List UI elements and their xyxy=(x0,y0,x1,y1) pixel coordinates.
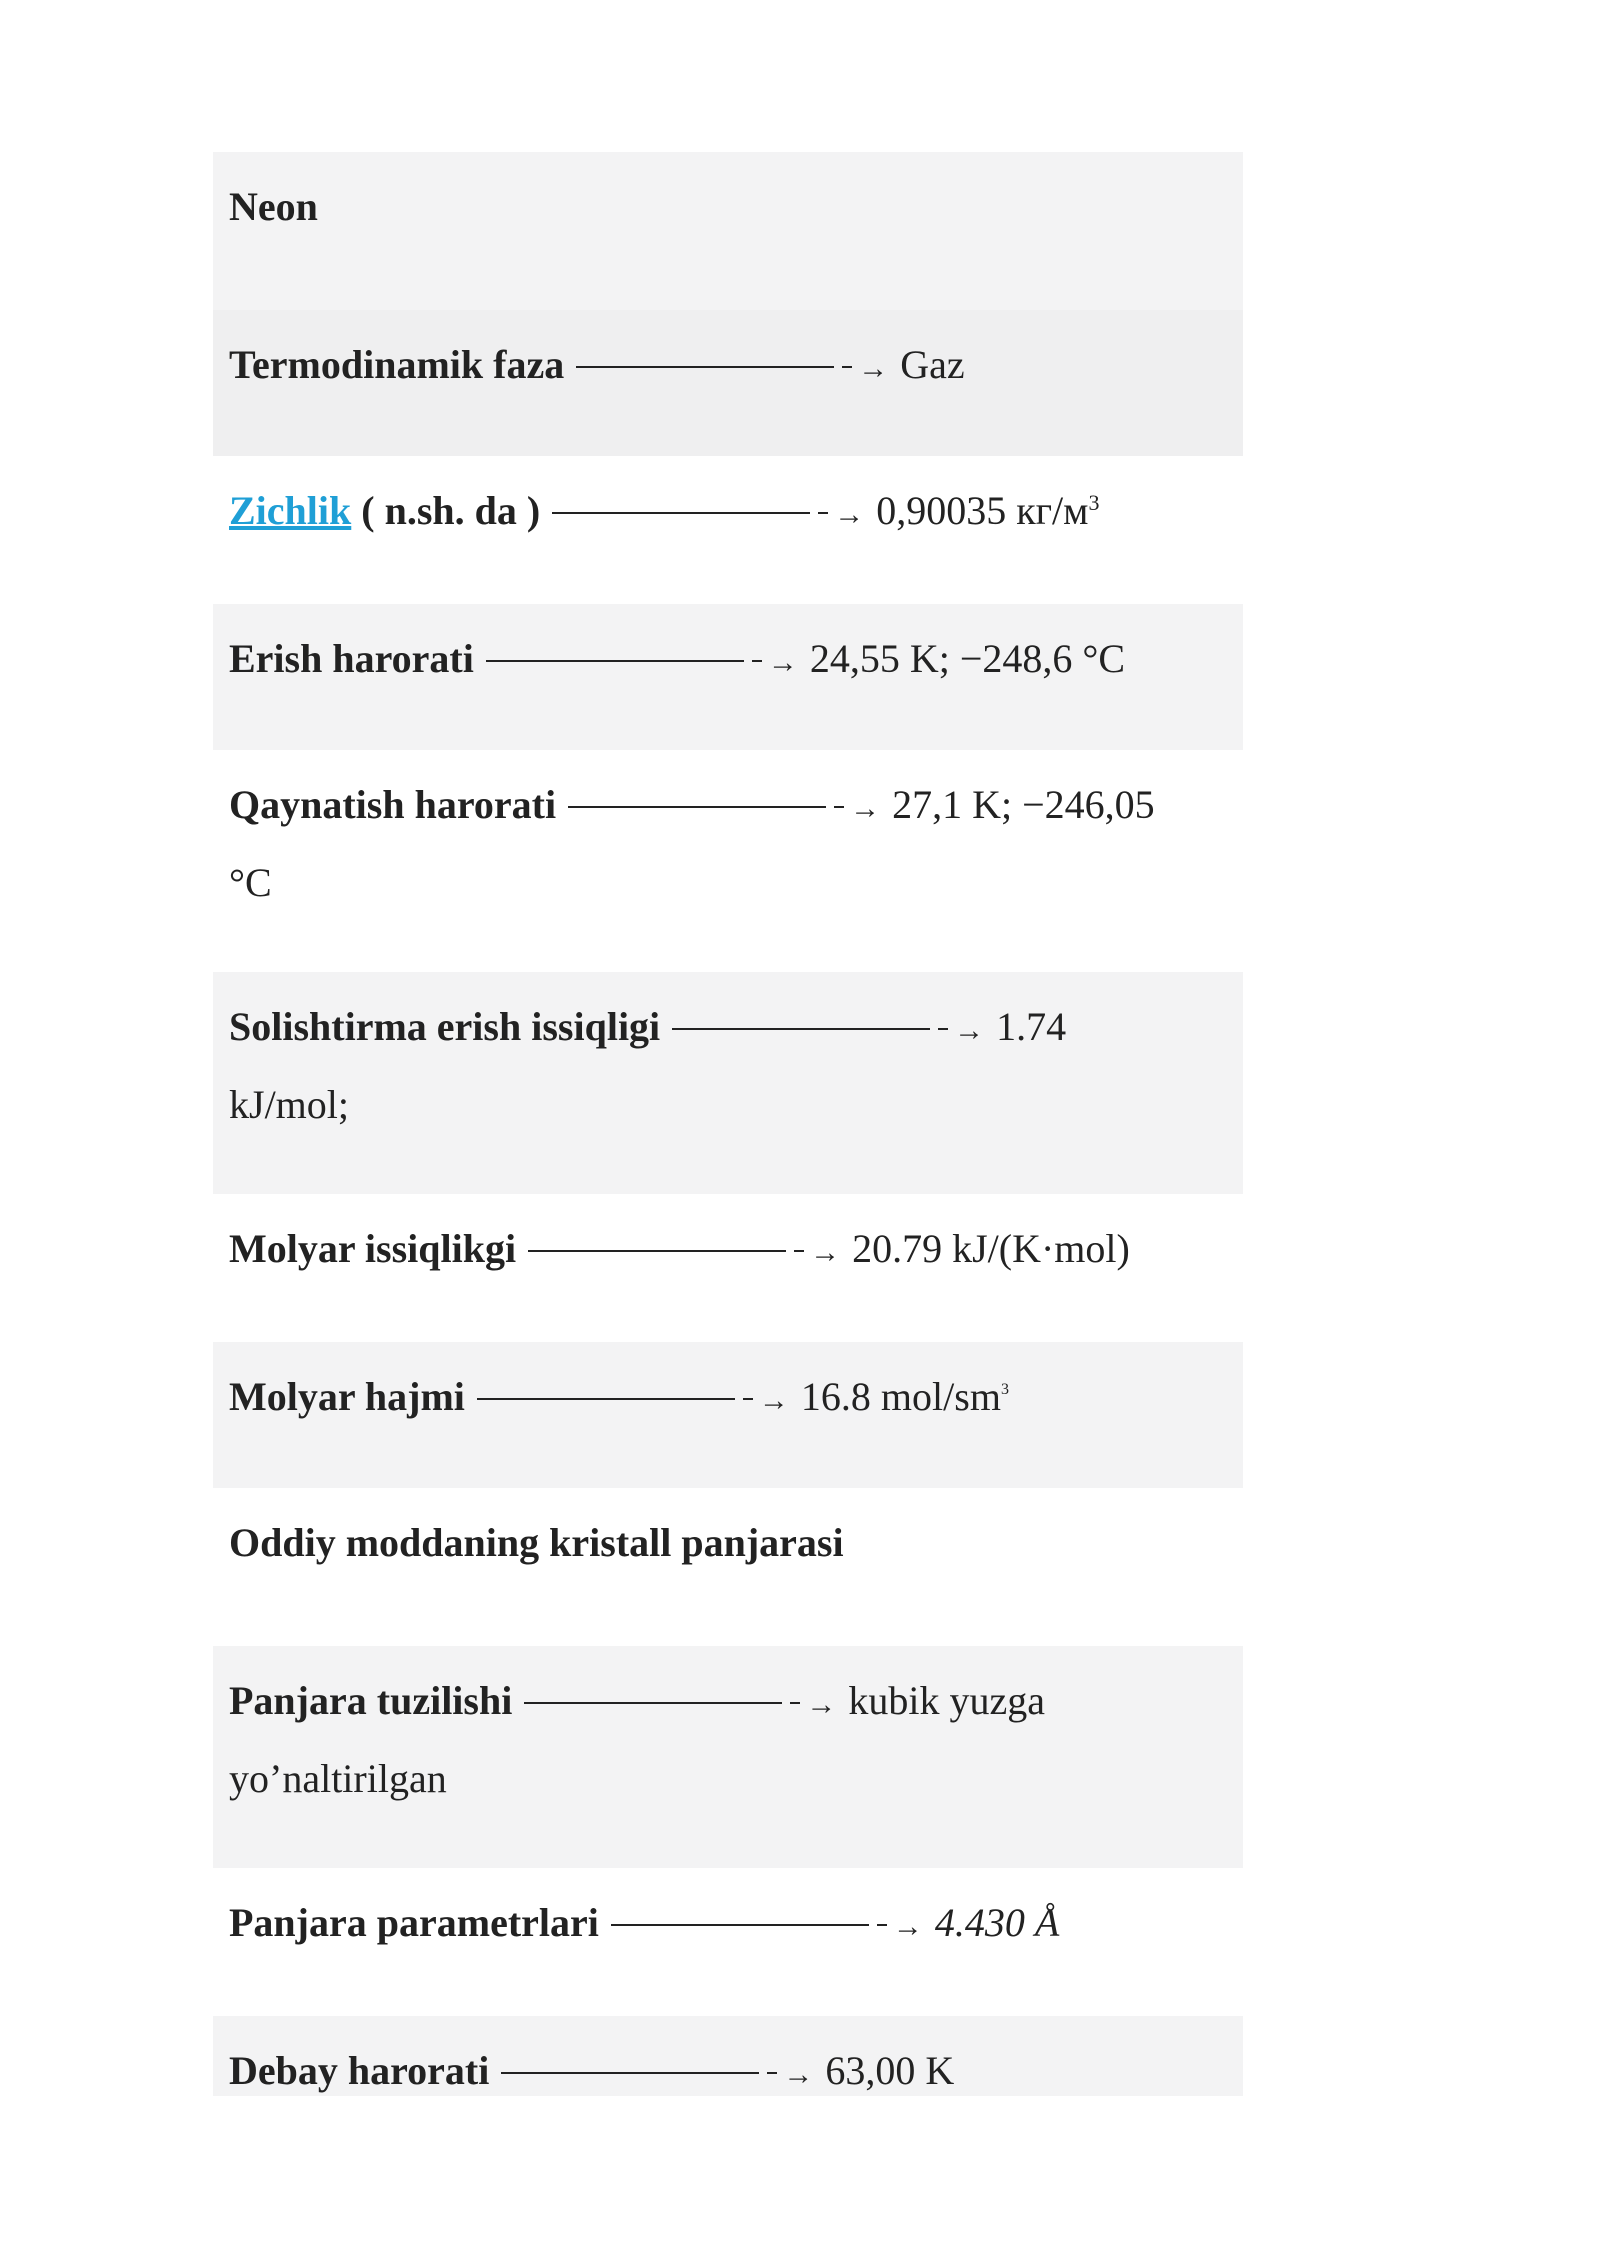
leader-line xyxy=(528,1250,786,1252)
table-row xyxy=(213,2016,1243,2096)
property-value: 0,90035 кг/м xyxy=(876,488,1089,533)
arrow-icon: → xyxy=(850,792,881,825)
leader-tick xyxy=(818,512,828,514)
property-label: Panjara parametrlari xyxy=(229,1900,599,1945)
property-label: Termodinamik faza xyxy=(229,342,565,387)
arrow-icon: → xyxy=(806,1688,837,1721)
leader-line xyxy=(552,512,810,514)
leader-tick xyxy=(790,1702,800,1704)
property-label: Qaynatish harorati xyxy=(229,782,557,827)
property-label: Panjara tuzilishi xyxy=(229,1678,513,1723)
property-value: 1.74 xyxy=(996,1004,1067,1049)
property-label: Debay harorati xyxy=(229,2048,490,2093)
leader-line xyxy=(568,806,826,808)
section-heading-row xyxy=(213,1488,1243,1646)
table-title-row xyxy=(213,152,1243,310)
arrow-icon: → xyxy=(858,352,889,385)
table-row xyxy=(213,1646,1243,1868)
section-heading: Oddiy moddaning kristall panjarasi xyxy=(229,1520,844,1565)
property-value: 24,55 K; −248,6 °C xyxy=(809,636,1126,681)
property-value: Gaz xyxy=(900,342,965,387)
leader-tick xyxy=(767,2072,777,2074)
leader-tick xyxy=(938,1028,948,1030)
property-label: Solishtirma erish issiqligi xyxy=(229,1004,661,1049)
leader-line xyxy=(576,366,834,368)
table-row xyxy=(213,310,1243,456)
leader-line xyxy=(611,1924,869,1926)
leader-tick xyxy=(842,366,852,368)
table-row xyxy=(213,1194,1243,1342)
leader-line xyxy=(524,1702,782,1704)
property-label: ( n.sh. da ) xyxy=(351,488,541,533)
arrow-icon: → xyxy=(810,1236,841,1269)
property-value: 4.430 Å xyxy=(934,1900,1060,1945)
table-row xyxy=(213,1868,1243,2016)
leader-line xyxy=(477,1398,735,1400)
leader-tick xyxy=(794,1250,804,1252)
property-label: Erish harorati xyxy=(229,636,474,681)
arrow-icon: → xyxy=(954,1014,985,1047)
property-value-continued: kJ/mol; xyxy=(229,1082,350,1127)
table-row xyxy=(213,604,1243,750)
property-value: 63,00 K xyxy=(825,2048,955,2093)
leader-tick xyxy=(743,1398,753,1400)
leader-tick xyxy=(834,806,844,808)
property-value: 20.79 kJ/(K·mol) xyxy=(852,1226,1130,1271)
arrow-icon: → xyxy=(758,1384,789,1417)
page-title: Neon xyxy=(229,184,318,229)
zichlik-link[interactable]: Zichlik xyxy=(229,488,352,533)
arrow-icon: → xyxy=(834,498,865,531)
leader-line xyxy=(672,1028,930,1030)
property-value-continued: yo’naltirilgan xyxy=(229,1756,447,1801)
unit-superscript: 3 xyxy=(1000,1381,1009,1398)
table-row xyxy=(213,456,1243,604)
property-value-continued: °C xyxy=(229,860,272,905)
property-value: kubik yuzga xyxy=(848,1678,1045,1723)
leader-tick xyxy=(877,1924,887,1926)
table-row xyxy=(213,972,1243,1194)
leader-tick xyxy=(752,660,762,662)
arrow-icon: → xyxy=(892,1910,923,1943)
table-row xyxy=(213,750,1243,972)
unit-superscript: 3 xyxy=(1088,490,1100,515)
leader-line xyxy=(501,2072,759,2074)
property-label: Molyar hajmi xyxy=(229,1374,465,1419)
property-value: 16.8 mol/sm xyxy=(800,1374,1001,1419)
arrow-icon: → xyxy=(783,2058,814,2091)
leader-line xyxy=(486,660,744,662)
property-label: Molyar issiqlikgi xyxy=(229,1226,517,1271)
property-value: 27,1 K; −246,05 xyxy=(892,782,1155,827)
arrow-icon: → xyxy=(767,646,798,679)
table-row xyxy=(213,1342,1243,1488)
